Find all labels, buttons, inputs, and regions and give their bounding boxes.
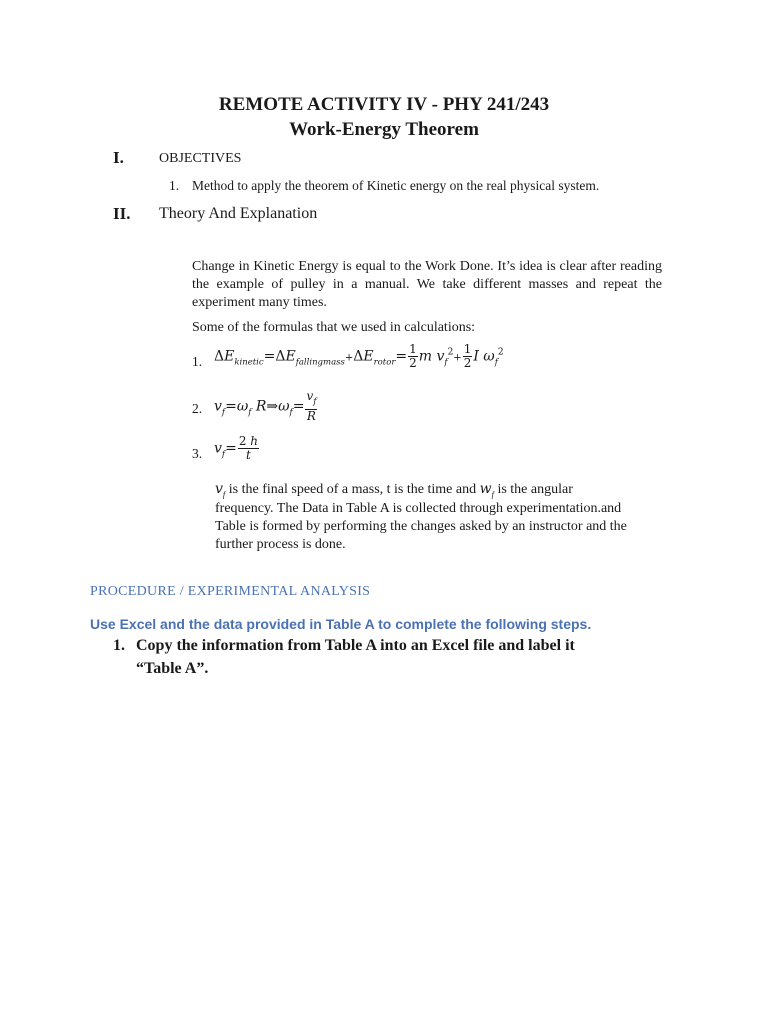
section-2-heading: Theory And Explanation: [159, 205, 318, 222]
objective-1-number: 1.: [169, 178, 180, 193]
objective-1-text: Method to apply the theorem of Kinetic energy on the real physical system.: [192, 178, 600, 193]
variables-note-line-2: frequency. The Data in Table A is collected through experimentation.and: [215, 501, 622, 516]
variables-note-line-3: Table is formed by performing the changes asked by an instructor and the: [215, 519, 627, 534]
step-1-line-1: Copy the information from Table A into an Excel file and label it: [136, 637, 575, 654]
section-2-numeral: II.: [113, 204, 131, 223]
formula-1-number: 1.: [192, 354, 203, 369]
formula-3-number: 3.: [192, 446, 203, 461]
formula-2-number: 2.: [192, 401, 203, 416]
procedure-instruction: Use Excel and the data provided in Table A to complete the following steps.: [90, 616, 592, 632]
document-subtitle: Work-Energy Theorem: [289, 119, 479, 140]
formulas-intro: Some of the formulas that we used in calculations:: [192, 320, 476, 335]
formula-final-speed: $v_f=$ $\frac{2 h}{t}$: [214, 434, 258, 462]
theory-paragraph: Change in Kinetic Energy is equal to the Work Done. It’s idea is clear after reading the example of pulley in a manual. We take different masses and repeat the experiment many times.: [192, 259, 662, 310]
section-1-numeral: I.: [113, 148, 124, 167]
formula-velocity-angular: $v_f=\omega_f$ $R\Rightarrow\omega_f=$ $\frac{v_f}{R}$: [214, 389, 317, 423]
step-1-number: 1.: [113, 637, 125, 654]
document-title: REMOTE ACTIVITY IV - PHY 241/243: [218, 94, 550, 115]
procedure-heading: PROCEDURE / EXPERIMENTAL ANALYSIS: [90, 584, 371, 599]
variables-note-line-4: further process is done.: [215, 537, 346, 552]
step-1-line-2: “Table A”.: [136, 660, 209, 677]
formula-kinetic-energy: $\Delta E_{kinetic}=\Delta E_{fallingmass}+\Delta E_{rotor}=$ $\frac{1}{2}$ m $v_f^2+$ $\frac{1}{2}$ I $\omega_f^2$: [214, 342, 504, 370]
variables-note-line-1: $v_f$ is the final speed of a mass, t is the time and $w_f$ is the angular: [215, 481, 573, 499]
section-1-heading: OBJECTIVES: [159, 151, 242, 166]
